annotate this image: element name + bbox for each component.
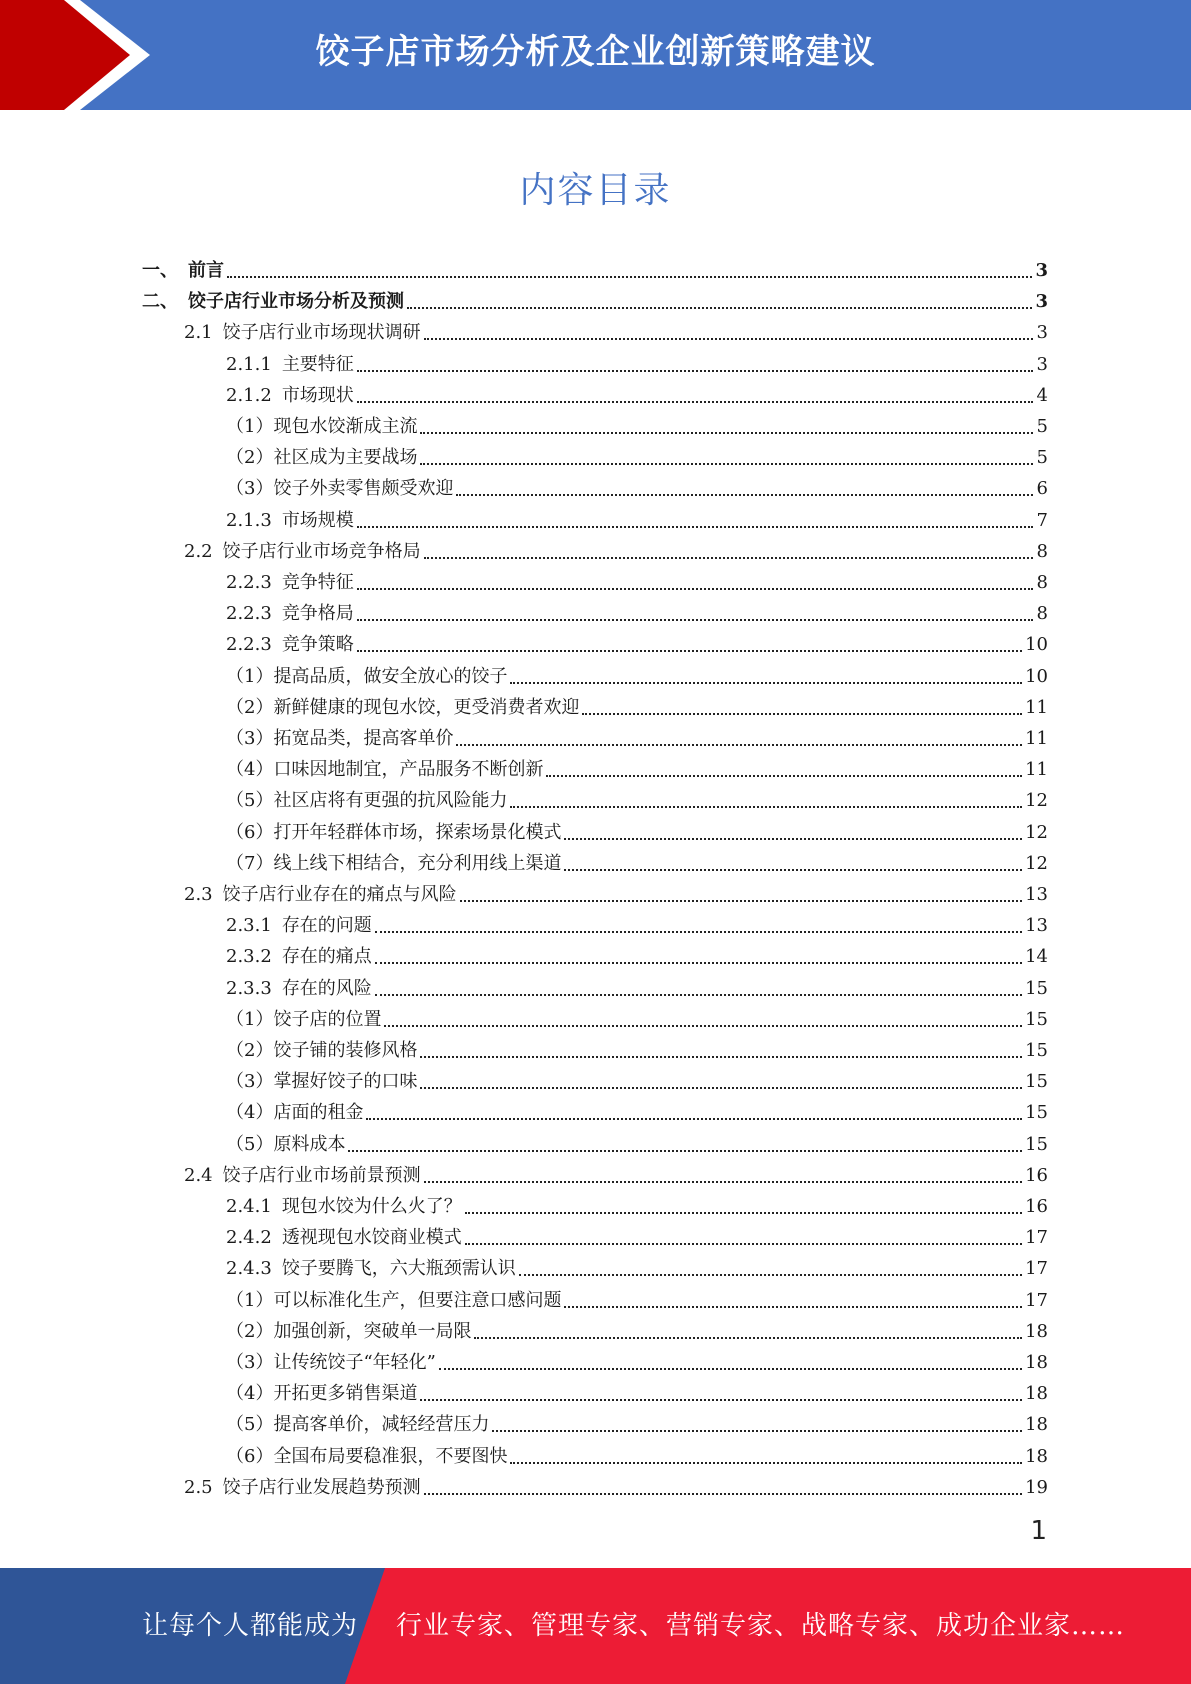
toc-entry-number: 2.4.2 — [226, 1227, 272, 1249]
toc-entry[interactable] — [226, 814, 1048, 844]
page-footer — [0, 1568, 1191, 1684]
header-title: 饺子店市场分析及企业创新策略建议 — [315, 32, 876, 72]
toc-entry[interactable] — [226, 626, 1048, 656]
toc-entry-text: 饺子要腾飞，六大瓶颈需认识 — [281, 1258, 516, 1280]
toc-entry-text: （1）可以标准化生产，但要注意口感问题 — [226, 1289, 562, 1311]
toc-entry-text: 饺子店行业市场前景预测 — [222, 1164, 421, 1186]
toc-entry-text: （6）全国布局要稳准狠，不要图快 — [226, 1445, 508, 1467]
toc-entry-page: 6 — [1036, 478, 1048, 500]
toc-entry-text: 透视现包水饺商业模式 — [281, 1227, 462, 1249]
toc-dot-leader — [492, 1430, 1022, 1432]
toc-entry-page: 17 — [1025, 1289, 1048, 1311]
toc-dot-leader — [424, 1493, 1022, 1495]
toc-dot-leader — [564, 838, 1022, 840]
toc-dot-leader — [357, 619, 1033, 621]
toc-dot-leader — [357, 401, 1033, 403]
toc-entry-text: （6）打开年轻群体市场，探索场景化模式 — [226, 821, 562, 843]
toc-dot-leader — [375, 962, 1022, 964]
toc-entry[interactable] — [226, 439, 1048, 469]
toc-entry-page: 11 — [1025, 728, 1048, 749]
toc-entry-page: 11 — [1025, 696, 1048, 718]
toc-entry-page: 18 — [1025, 1320, 1048, 1342]
toc-entry-text: 市场现状 — [281, 384, 354, 406]
toc-entry-number: 2.1.1 — [226, 353, 272, 375]
toc-dot-leader — [546, 775, 1022, 777]
toc-entry-text: （2）新鲜健康的现包水饺，更受消费者欢迎 — [226, 696, 580, 718]
toc-entry-page: 8 — [1036, 540, 1048, 562]
toc-entry-page: 15 — [1025, 1008, 1048, 1030]
toc-dot-leader — [366, 1118, 1022, 1120]
toc-entry-number: 一、 — [142, 260, 178, 281]
toc-dot-leader — [424, 1181, 1022, 1183]
toc-entry[interactable] — [226, 1313, 1048, 1343]
toc-dot-leader — [420, 1399, 1022, 1401]
toc-dot-leader — [357, 650, 1022, 652]
toc-entry-page: 4 — [1036, 384, 1048, 406]
toc-dot-leader — [420, 432, 1033, 434]
page-number: 1 — [1030, 1516, 1047, 1546]
toc-entry-text: 前言 — [188, 260, 224, 281]
toc-entry-text: 存在的痛点 — [281, 946, 372, 968]
toc-entry[interactable] — [226, 1375, 1048, 1405]
toc-entry-page: 3 — [1035, 291, 1048, 313]
toc-entry-text: （2）加强创新，突破单一局限 — [226, 1320, 472, 1342]
toc-entry-page: 18 — [1025, 1445, 1048, 1467]
toc-entry[interactable] — [226, 1188, 1048, 1218]
toc-entry-text: （2）饺子铺的装修风格 — [226, 1040, 418, 1061]
toc-dot-leader — [424, 338, 1033, 340]
toc-dot-leader — [420, 1056, 1022, 1058]
footer-slogan-right: 行业专家、管理专家、营销专家、战略专家、成功企业家…… — [396, 1611, 1126, 1641]
toc-entry-number: 2.2 — [184, 540, 213, 562]
toc-entry[interactable] — [226, 782, 1048, 812]
toc-entry[interactable] — [184, 314, 1048, 344]
toc-entry-number: 2.3.2 — [226, 946, 272, 968]
toc-dot-leader — [375, 994, 1022, 996]
toc-entry-number: 2.3.3 — [226, 977, 272, 999]
toc-entry-page: 5 — [1036, 447, 1048, 469]
toc-dot-leader — [510, 806, 1022, 808]
toc-dot-leader — [439, 1368, 1022, 1370]
toc-entry[interactable] — [226, 1032, 1048, 1062]
toc-entry[interactable] — [226, 845, 1048, 875]
toc-entry[interactable] — [226, 1406, 1048, 1436]
toc-entry-text: （5）原料成本 — [226, 1133, 346, 1155]
toc-entry[interactable] — [226, 595, 1048, 625]
toc-dot-leader — [465, 1212, 1022, 1214]
toc-entry-text: 竞争策略 — [281, 634, 354, 656]
toc-entry[interactable] — [226, 938, 1048, 968]
toc-entry-text: 竞争格局 — [281, 603, 354, 625]
toc-entry-text: 饺子店行业存在的痛点与风险 — [222, 884, 457, 905]
toc-entry[interactable] — [226, 564, 1048, 594]
toc-entry-page: 15 — [1025, 1102, 1048, 1124]
toc-entry-page: 12 — [1025, 821, 1048, 843]
toc-dot-leader — [384, 1025, 1022, 1027]
toc-entry-page: 18 — [1025, 1352, 1048, 1373]
toc-dot-leader — [420, 1087, 1022, 1089]
toc-entry-page: 16 — [1025, 1164, 1048, 1186]
toc-entry-number: 2.5 — [184, 1476, 213, 1498]
toc-dot-leader — [375, 931, 1022, 933]
toc-title: 内容目录 — [519, 170, 672, 211]
toc-entry-number: 2.1.3 — [226, 509, 272, 531]
toc-entry-page: 5 — [1036, 416, 1048, 437]
toc-entry-number: 2.3.1 — [226, 915, 272, 937]
toc-entry-page: 3 — [1036, 353, 1048, 375]
toc-entry-page: 18 — [1025, 1414, 1048, 1436]
toc-entry[interactable] — [184, 533, 1048, 563]
toc-entry[interactable] — [184, 1469, 1048, 1499]
toc-dot-leader — [456, 494, 1033, 496]
toc-dot-leader — [227, 276, 1032, 278]
toc-entry-text: （1）提高品质，做安全放心的饺子 — [226, 665, 508, 687]
toc-entry-text: （5）提高客单价，减轻经营压力 — [226, 1414, 490, 1436]
toc-entry-text: （3）掌握好饺子的口味 — [226, 1071, 418, 1093]
toc-entry-text: （4）店面的租金 — [226, 1102, 364, 1124]
toc-entry-number: 2.1.2 — [226, 384, 272, 406]
toc-entry-number: 2.2.3 — [226, 603, 272, 625]
toc-entry-page: 12 — [1025, 790, 1048, 812]
footer-slogan-left: 让每个人都能成为 — [142, 1611, 359, 1641]
toc-entry[interactable] — [226, 720, 1048, 750]
toc-entry[interactable] — [226, 502, 1048, 532]
toc-entry-number: 2.2.3 — [226, 572, 272, 593]
toc-entry[interactable] — [226, 1344, 1048, 1374]
toc-entry-number: 2.1 — [184, 322, 213, 344]
toc-entry-page: 17 — [1025, 1227, 1048, 1249]
toc-entry[interactable] — [226, 1438, 1048, 1468]
toc-entry-page: 17 — [1025, 1258, 1048, 1280]
toc-entry-text: （4）口味因地制宜，产品服务不断创新 — [226, 759, 544, 781]
toc-entry[interactable] — [226, 1126, 1048, 1156]
toc-entry-page: 15 — [1025, 977, 1048, 999]
toc-entry-page: 15 — [1025, 1133, 1048, 1155]
toc-entry-page: 7 — [1036, 509, 1048, 531]
toc-entry-text: （1）现包水饺渐成主流 — [226, 416, 418, 437]
toc-entry-text: 饺子店行业发展趋势预测 — [222, 1476, 421, 1498]
toc-entry[interactable] — [226, 689, 1048, 719]
toc-entry-text: （3）让传统饺子“年轻化” — [226, 1352, 436, 1373]
toc-dot-leader — [510, 682, 1022, 684]
toc-dot-leader — [456, 744, 1022, 746]
toc-dot-leader — [474, 1337, 1022, 1339]
toc-entry-number: 2.4.3 — [226, 1258, 272, 1280]
toc-dot-leader — [357, 370, 1033, 372]
toc-dot-leader — [465, 1243, 1022, 1245]
toc-entry-page: 10 — [1025, 665, 1048, 687]
toc-entry[interactable] — [226, 751, 1048, 781]
toc-dot-leader — [407, 307, 1032, 309]
toc-dot-leader — [424, 557, 1033, 559]
toc-entry[interactable] — [226, 1250, 1048, 1280]
toc-entry[interactable] — [226, 408, 1048, 438]
toc-entry[interactable] — [142, 283, 1048, 313]
toc-entry-text: 主要特征 — [281, 353, 354, 375]
toc-entry-page: 13 — [1025, 884, 1048, 905]
toc-entry[interactable] — [226, 377, 1048, 407]
toc-entry-text: （4）开拓更多销售渠道 — [226, 1383, 418, 1405]
toc-entry-text: 饺子店行业市场竞争格局 — [222, 540, 421, 562]
toc-entry-number: 二、 — [142, 291, 178, 313]
toc-entry-text: （3）拓宽品类，提高客单价 — [226, 728, 454, 749]
toc-dot-leader — [519, 1274, 1022, 1276]
toc-dot-leader — [564, 869, 1022, 871]
toc-entry-page: 15 — [1025, 1071, 1048, 1093]
toc-entry-page: 3 — [1035, 260, 1048, 281]
toc-entry[interactable] — [226, 1001, 1048, 1031]
toc-entry-text: （1）饺子店的位置 — [226, 1008, 382, 1030]
toc-entry[interactable] — [142, 252, 1048, 282]
toc-entry-page: 12 — [1025, 852, 1048, 874]
toc-entry-text: （7）线上线下相结合，充分利用线上渠道 — [226, 852, 562, 874]
toc-entry-page: 16 — [1025, 1196, 1048, 1217]
toc-entry-text: （2）社区成为主要战场 — [226, 447, 418, 469]
toc-entry-number: 2.4.1 — [226, 1196, 272, 1217]
toc-entry-number: 2.3 — [184, 884, 213, 905]
toc-entry-page: 3 — [1036, 322, 1048, 344]
toc-entry-page: 8 — [1036, 603, 1048, 625]
toc-entry[interactable] — [226, 970, 1048, 1000]
toc-dot-leader — [564, 1306, 1022, 1308]
toc-entry-text: （5）社区店将有更强的抗风险能力 — [226, 790, 508, 812]
toc-entry-text: 竞争特征 — [281, 572, 354, 593]
toc-entry-page: 10 — [1025, 634, 1048, 656]
toc-entry-page: 19 — [1025, 1476, 1048, 1498]
toc-dot-leader — [510, 1462, 1022, 1464]
toc-entry[interactable] — [184, 1157, 1048, 1187]
toc-entry-text: 现包水饺为什么火了？ — [281, 1196, 462, 1217]
page-header — [0, 0, 1191, 110]
toc-entry[interactable] — [184, 876, 1048, 906]
toc-entry-text: 存在的风险 — [281, 977, 372, 999]
toc-entry-page: 11 — [1025, 759, 1048, 781]
toc-dot-leader — [348, 1150, 1022, 1152]
toc-entry-text: （3）饺子外卖零售颇受欢迎 — [226, 478, 454, 500]
toc-entry-page: 13 — [1025, 915, 1048, 937]
toc-entry[interactable] — [226, 346, 1048, 376]
toc-entry-text: 饺子店行业市场分析及预测 — [188, 291, 404, 313]
toc-dot-leader — [357, 588, 1033, 590]
toc-entry[interactable] — [226, 1063, 1048, 1093]
toc-entry[interactable] — [226, 907, 1048, 937]
toc-dot-leader — [357, 526, 1033, 528]
toc-entry[interactable] — [226, 658, 1048, 688]
toc-entry[interactable] — [226, 1094, 1048, 1124]
toc-dot-leader — [420, 463, 1033, 465]
toc-entry-page: 14 — [1025, 946, 1048, 968]
toc-entry-text: 市场规模 — [281, 509, 354, 531]
toc-entry-number: 2.4 — [184, 1164, 213, 1186]
toc-entry-page: 8 — [1036, 572, 1048, 593]
toc-dot-leader — [582, 713, 1022, 715]
toc-entry[interactable] — [226, 470, 1048, 500]
toc-entry[interactable] — [226, 1219, 1048, 1249]
toc-entry-number: 2.2.3 — [226, 634, 272, 656]
toc-entry-page: 15 — [1025, 1040, 1048, 1061]
toc-entry-page: 18 — [1025, 1383, 1048, 1405]
toc-entry-text: 饺子店行业市场现状调研 — [222, 322, 421, 344]
toc-dot-leader — [460, 900, 1022, 902]
toc-entry-text: 存在的问题 — [281, 915, 372, 937]
toc-entry[interactable] — [226, 1282, 1048, 1312]
